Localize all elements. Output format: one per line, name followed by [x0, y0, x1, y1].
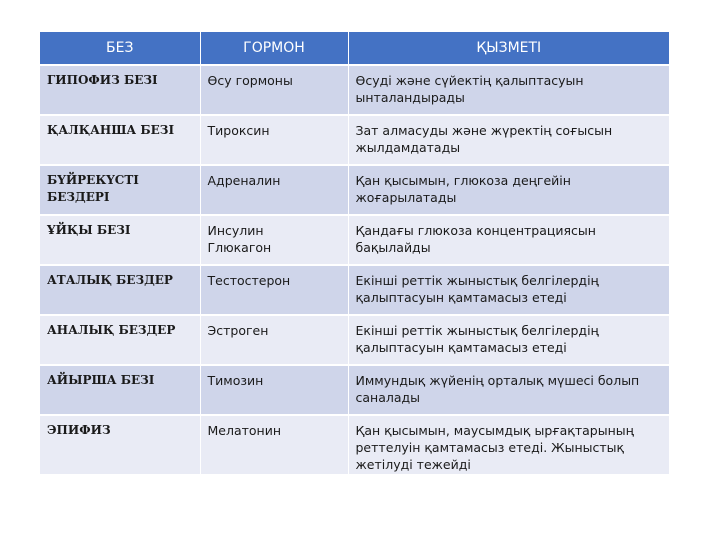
function-cell: Иммундық жүйенің орталық мүшесі болып саналады	[348, 365, 669, 415]
header-hormone: ГОРМОН	[200, 32, 348, 65]
function-cell: Қан қысымын, маусымдық ырғақтарының реттелуін қамтамасыз етеді. Жыныстық жетілуді тежейді	[348, 415, 669, 474]
gland-cell: АТАЛЫҚ БЕЗДЕР	[40, 265, 200, 315]
hormone-cell: Өсу гормоны	[200, 65, 348, 115]
gland-cell: АНАЛЫҚ БЕЗДЕР	[40, 315, 200, 365]
function-cell: Зат алмасуды және жүректің соғысын жылдамдатады	[348, 115, 669, 165]
header-gland: БЕЗ	[40, 32, 200, 65]
header-function: ҚЫЗМЕТІ	[348, 32, 669, 65]
table-row	[40, 215, 669, 265]
table-row	[40, 165, 669, 215]
table-row	[40, 65, 669, 115]
hormone-cell: Тестостерон	[200, 265, 348, 315]
gland-cell: АЙЫРША БЕЗІ	[40, 365, 200, 415]
function-cell: Қандағы глюкоза концентрациясын бақылайды	[348, 215, 669, 265]
function-cell: Қан қысымын, глюкоза деңгейін жоғарылатады	[348, 165, 669, 215]
table-row	[40, 415, 669, 474]
function-cell: Екінші реттік жыныстық белгілердің қалыптасуын қамтамасыз етеді	[348, 265, 669, 315]
table-row	[40, 265, 669, 315]
gland-cell: ҚАЛҚАНША БЕЗІ	[40, 115, 200, 165]
hormone-table	[40, 32, 669, 474]
gland-cell: ҰЙҚЫ БЕЗІ	[40, 215, 200, 265]
hormone-cell: Мелатонин	[200, 415, 348, 474]
table-row	[40, 115, 669, 165]
table-row	[40, 365, 669, 415]
gland-cell: ГИПОФИЗ БЕЗІ	[40, 65, 200, 115]
header-row	[40, 32, 669, 65]
hormone-cell: Эстроген	[200, 315, 348, 365]
function-cell: Өсуді және сүйектің қалыптасуын ынталандырады	[348, 65, 669, 115]
gland-cell: БҮЙРЕКҮСТІ БЕЗДЕРІ	[40, 165, 200, 215]
table-row	[40, 315, 669, 365]
hormone-cell: Тимозин	[200, 365, 348, 415]
hormone-cell: Тироксин	[200, 115, 348, 165]
hormone-cell: Адреналин	[200, 165, 348, 215]
function-cell: Екінші реттік жыныстық белгілердің қалыптасуын қамтамасыз етеді	[348, 315, 669, 365]
gland-cell: ЭПИФИЗ	[40, 415, 200, 474]
hormone-cell: Инсулин Глюкагон	[200, 215, 348, 265]
